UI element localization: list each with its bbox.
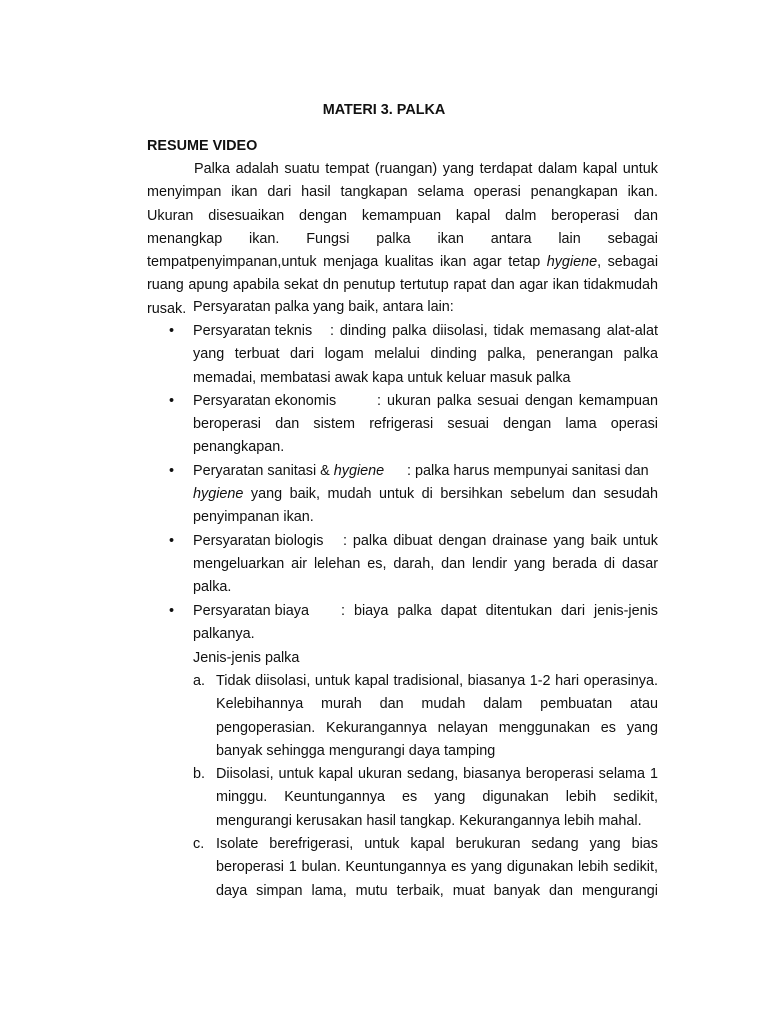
bullet-icon: • — [169, 532, 175, 549]
requirement-label-italic: hygiene — [333, 462, 385, 479]
types-list — [147, 670, 658, 903]
section-heading: RESUME VIDEO — [147, 138, 258, 154]
intro-text-part1: Palka adalah suatu tempat (ruangan) yang terdapat dalam kapal untuk menyimpan ikan dari hasil tangkapan selama operasi penangkapan ikan. Ukuran disesuaikan dengan kemampuan kapal dalm beroperasi dan menangkap ikan. Fungsi palka ikan antara lain sebagai tempatpenyimpanan,untuk menjaga kualitas ikan agar tetap — [147, 161, 658, 271]
requirement-label: Persyaratan biologis — [193, 532, 324, 549]
bullet-icon: • — [169, 602, 175, 619]
requirement-text-after: yang baik, mudah untuk di bersihkan sebelum dan sesudah penyimpanan ikan. — [193, 486, 658, 526]
requirement-text-italic: hygiene — [193, 486, 244, 503]
requirement-label: Persyaratan ekonomis — [193, 392, 337, 409]
requirement-item — [147, 530, 658, 600]
requirement-label — [193, 460, 407, 483]
type-mark: a. — [193, 673, 206, 689]
bullet-icon: • — [169, 392, 175, 409]
requirements-list — [147, 320, 658, 646]
intro-text-italic: hygiene — [546, 254, 598, 271]
requirement-label-pre: Peryaratan sanitasi & — [193, 462, 334, 479]
requirement-text: : dinding palka diisolasi, tidak memasang alat-alat yang terbuat dari logam melalui dinding palka, penerangan palka memadai, membatasi awak kapa untuk keluar masuk palka — [193, 323, 658, 386]
type-mark: b. — [193, 766, 206, 783]
requirement-text: : biaya palka dapat ditentukan dari jenis-jenis palkanya. — [193, 602, 658, 642]
type-text: Diisolasi, untuk kapal ukuran sedang, biasanya beroperasi selama 1 minggu. Keuntungannya es yang digunakan lebih sedikit, mengurangi kerusakan hasil tangkap. Kekurangannya lebih mahal. — [216, 766, 658, 829]
requirements-intro: Persyaratan palka yang baik, antara lain: — [193, 299, 454, 315]
types-intro: Jenis-jenis palka — [193, 650, 300, 666]
type-item — [147, 763, 658, 833]
type-mark: c. — [193, 836, 205, 853]
bullet-icon: • — [169, 462, 175, 479]
requirement-item — [147, 320, 658, 390]
requirement-text: : ukuran palka sesuai dengan kemampuan beroperasi dan sistem refrigerasi sesuai dengan lama operasi penangkapan. — [193, 392, 658, 456]
requirement-label: Persyaratan biaya — [193, 602, 309, 619]
requirement-label: Persyaratan teknis — [193, 323, 313, 339]
requirement-text: : palka dibuat dengan drainase yang baik untuk mengeluarkan air lelehan es, darah, dan lendir yang berada di dasar palka. — [193, 532, 658, 596]
type-text: Tidak diisolasi, untuk kapal tradisional, biasanya 1-2 hari operasinya. Kelebihannya murah dan mudah dalam pembuatan atau pengoperasian. Kekurangannya nelayan menggunakan es yang banyak sehingga mengurangi daya tamping — [216, 673, 658, 759]
type-text: Isolate berefrigerasi, untuk kapal berukuran sedang yang bias beroperasi 1 bulan. Keuntungannya es yang digunakan lebih sedikit, daya simpan lama, mutu terbaik, muat banyak dan mengurangi — [216, 836, 658, 899]
requirement-item — [147, 600, 658, 647]
type-item — [147, 833, 658, 903]
requirement-item — [147, 460, 658, 530]
requirement-item — [147, 390, 658, 460]
intro-text-part2: , sebagai ruang apung apabila sekat dn penutup tertutup rapat dan agar ikan tidakmudah rusak. — [147, 254, 659, 317]
document-title: MATERI 3. PALKA — [322, 102, 446, 118]
requirement-text: : palka harus mempunyai sanitasi dan — [407, 462, 649, 479]
bullet-icon: • — [169, 323, 175, 339]
type-item — [147, 670, 658, 763]
